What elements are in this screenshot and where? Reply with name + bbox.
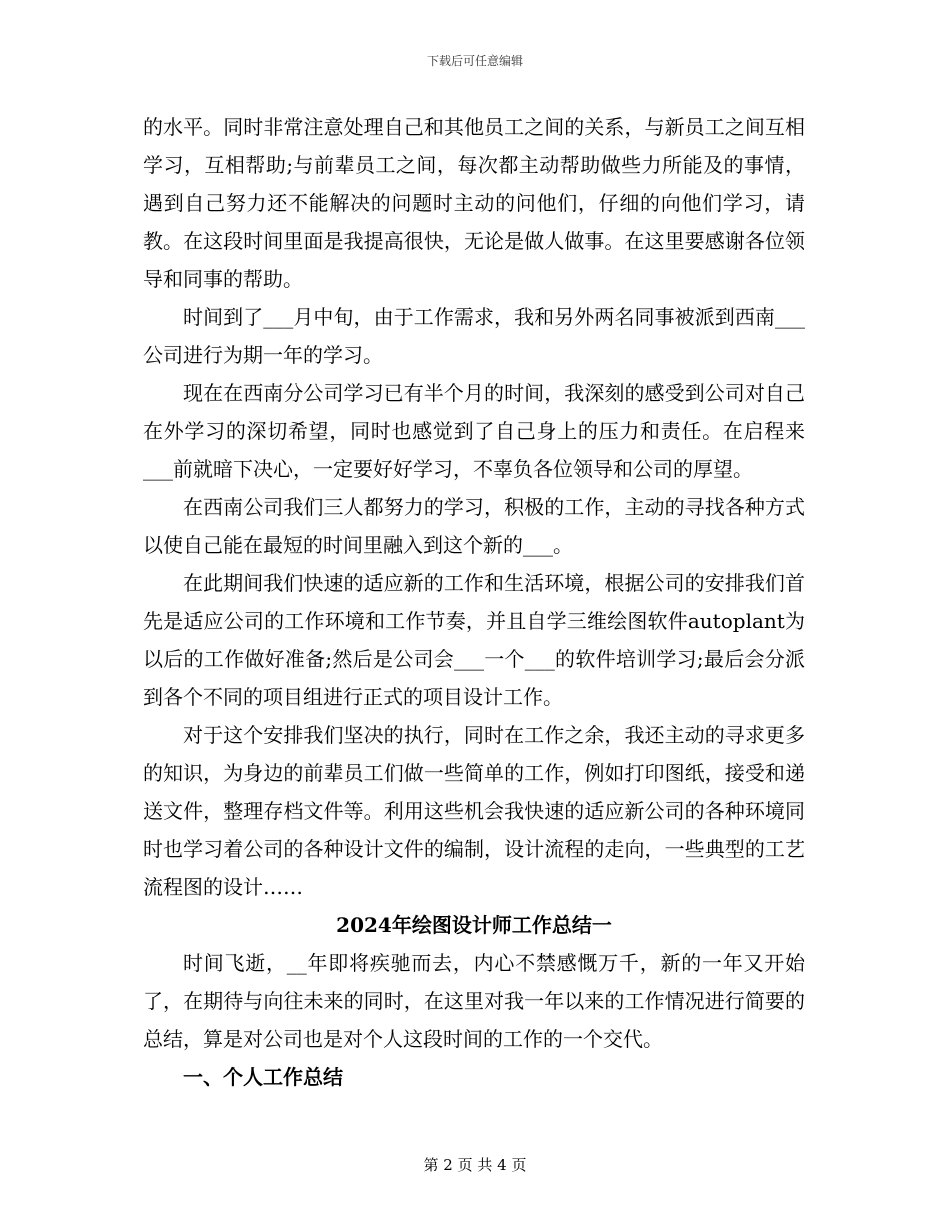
page-footer: 第 2 页 共 4 页 <box>423 1156 527 1174</box>
paragraph-branch-study: 现在在西南分公司学习已有半个月的时间，我深刻的感受到公司对自己在外学习的深切希望，同时也感觉到了自己身上的压力和责任。在启程来___前就暗下决心，一定要好好学习，不辜负各位领导和公司的厚望。 <box>143 381 805 481</box>
paragraph-effort: 在西南公司我们三人都努力的学习，积极的工作，主动的寻找各种方式以使自己能在最短的时间里融入到这个新的___。 <box>143 495 805 557</box>
paragraph-extra-work: 对于这个安排我们坚决的执行，同时在工作之余，我还主动的寻求更多的知识，为身边的前辈员工们做一些简单的工作，例如打印图纸，接受和递送文件，整理存档文件等。利用这些机会我快速的适应新公司的各种环境同时也学习着公司的各种设计文件的编制，设计流程的走向，一些典型的工艺流程图的设计…… <box>143 723 805 899</box>
paragraph-adaptation: 在此期间我们快速的适应新的工作和生活环境，根据公司的安排我们首先是适应公司的工作环境和工作节奏，并且自学三维绘图软件autoplant为以后的工作做好准备;然后是公司会___一个___的软件培训学习;最后会分派到各个不同的项目组进行正式的项目设计工作。 <box>143 571 805 709</box>
paragraph-assignment: 时间到了___月中旬，由于工作需求，我和另外两名同事被派到西南___公司进行为期一年的学习。 <box>143 305 805 367</box>
heading-personal-summary: 一、个人工作总结 <box>183 1065 343 1089</box>
section-title: 2024年绘图设计师工作总结一 <box>336 913 612 937</box>
paragraph-continued: 的水平。同时非常注意处理自己和其他员工之间的关系，与新员工之间互相学习，互相帮助;与前辈员工之间，每次都主动帮助做些力所能及的事情，遇到自己努力还不能解决的问题时主动的问他们，仔细的向他们学习，请教。在这段时间里面是我提高很快，无论是做人做事。在这里要感谢各位领导和同事的帮助。 <box>143 115 805 291</box>
document-body <box>143 108 805 1096</box>
page-header: 下载后可任意编辑 <box>426 54 523 68</box>
paragraph-summary-intro: 时间飞逝，__年即将疾驰而去，内心不禁感慨万千，新的一年又开始了，在期待与向往未来的同时，在这里对我一年以来的工作情况进行简要的总结，算是对公司也是对个人这段时间的工作的一个交代。 <box>143 951 805 1051</box>
